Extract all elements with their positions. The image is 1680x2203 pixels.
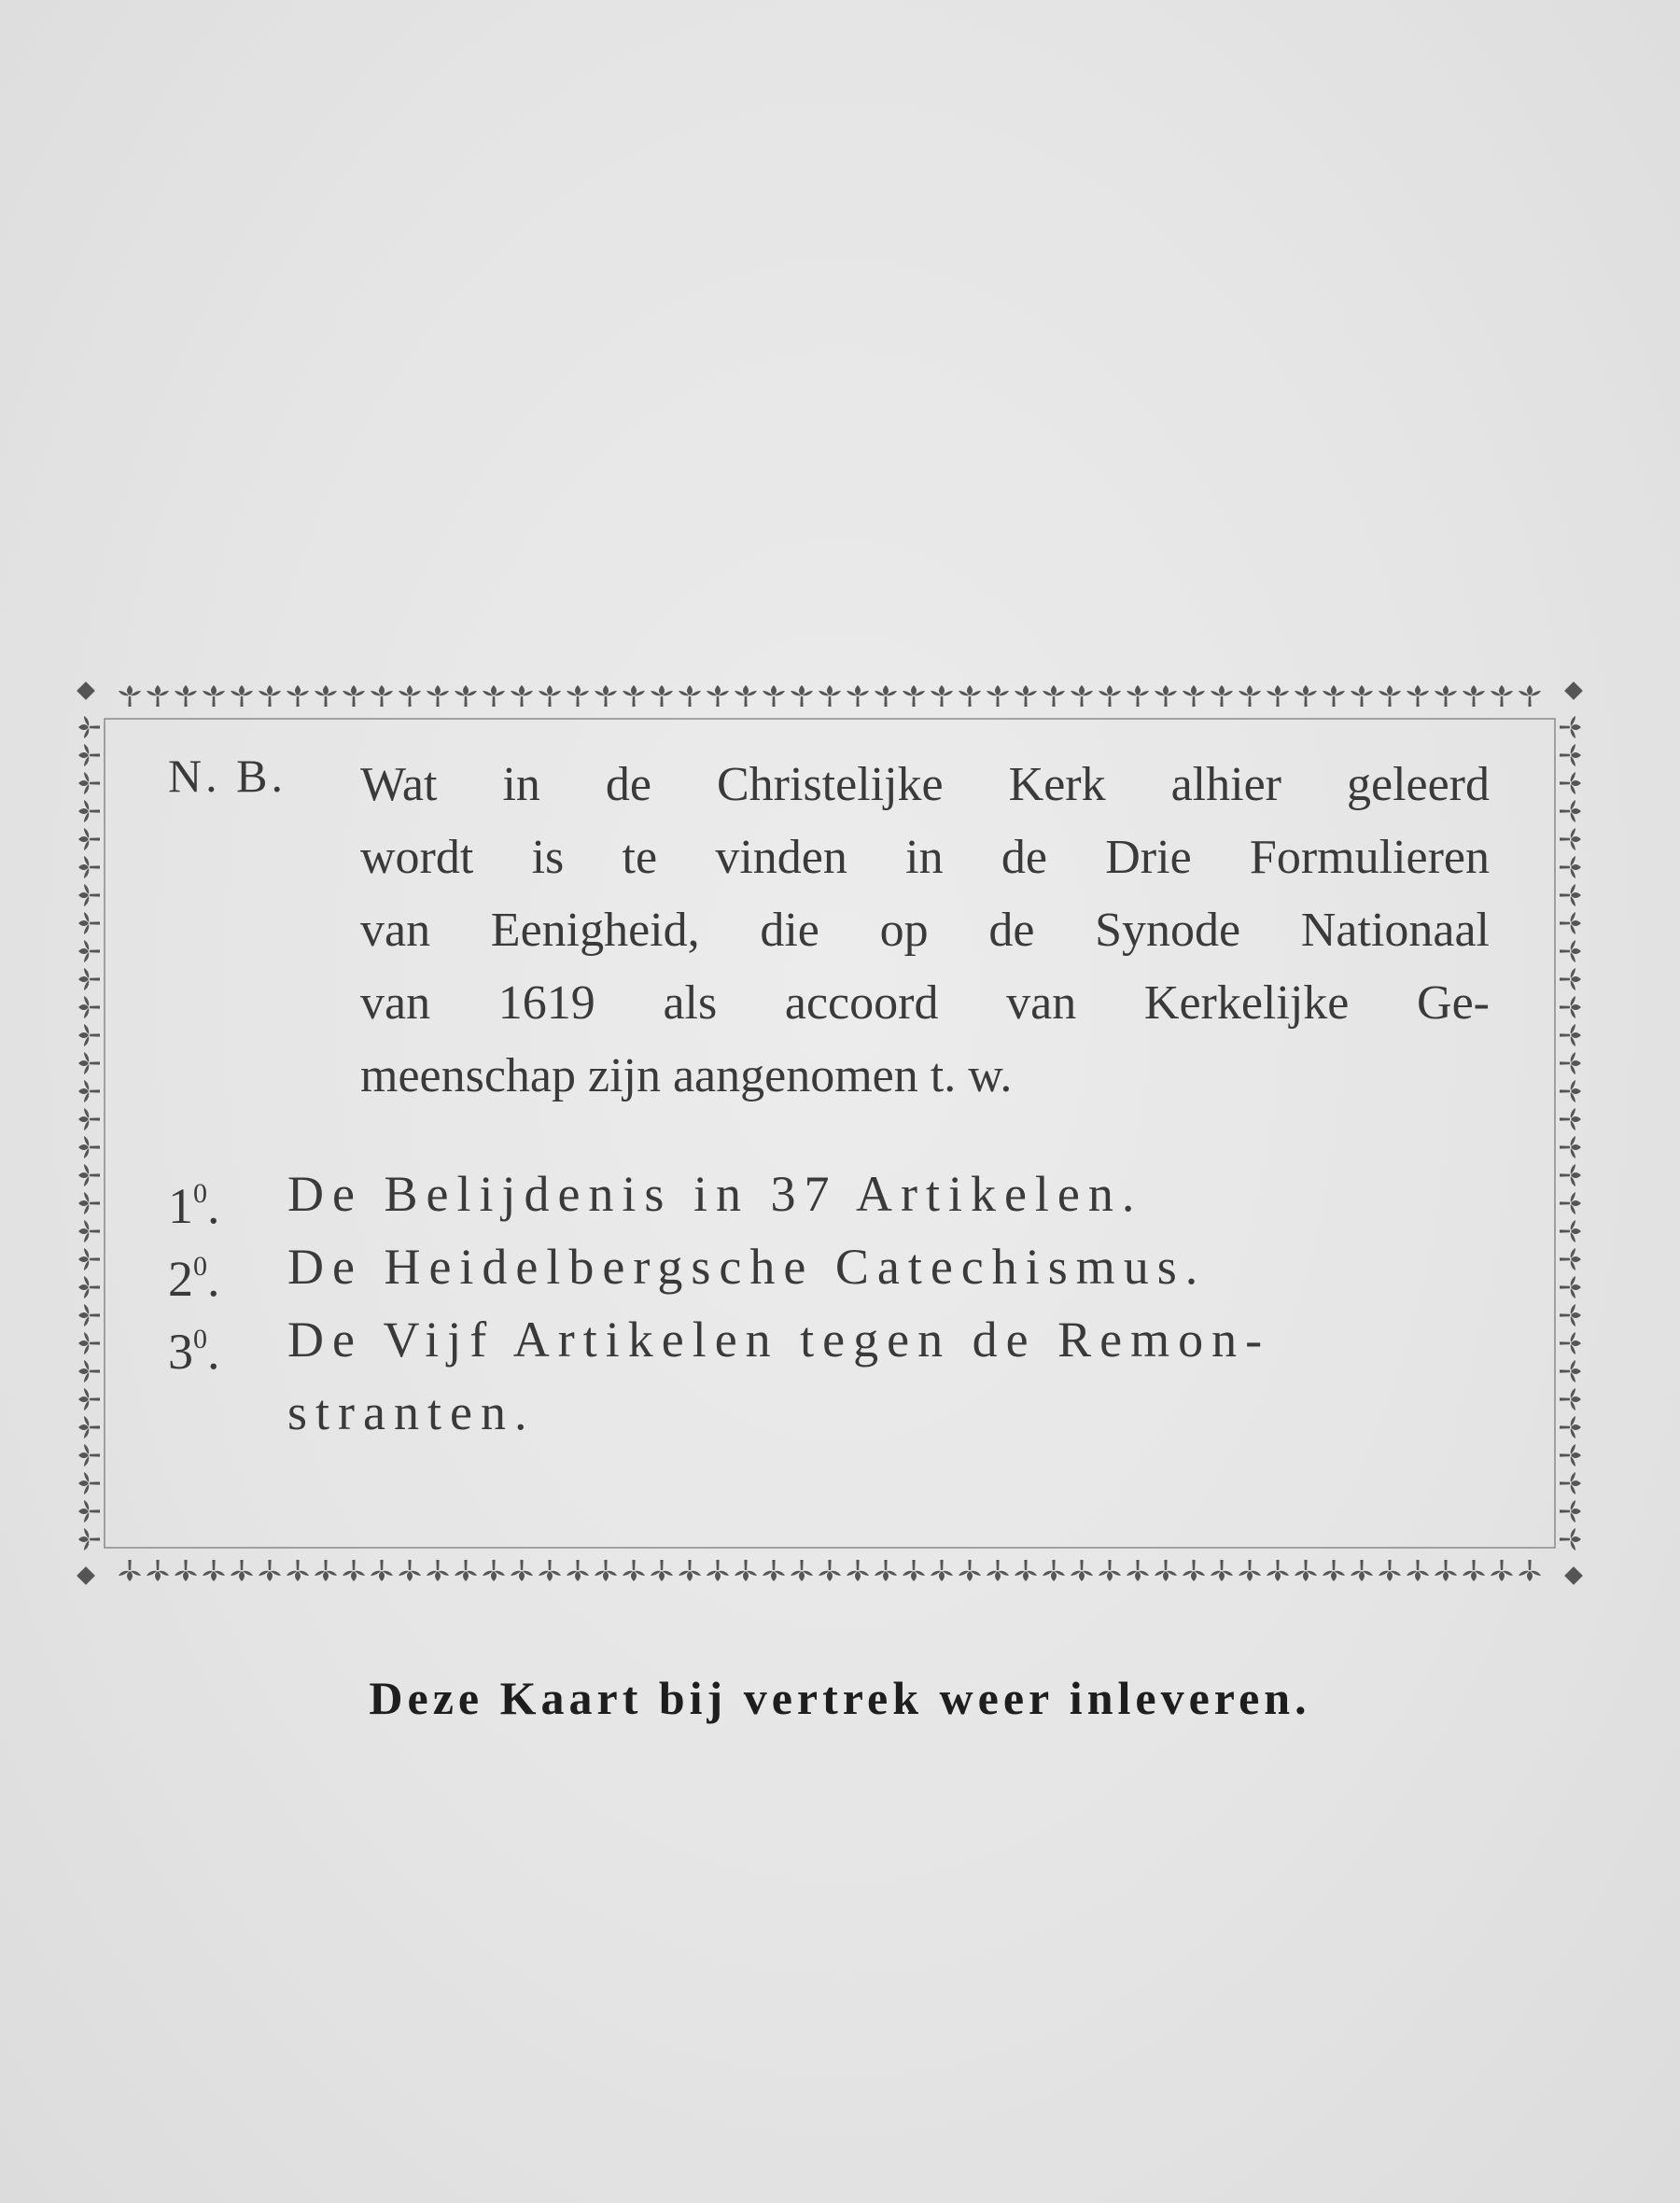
border-ornament	[1560, 1500, 1581, 1522]
border-ornament	[175, 685, 197, 707]
border-ornament	[1183, 1560, 1205, 1581]
item-number: $2^0$.	[168, 1251, 220, 1307]
border-ornament	[1560, 1528, 1581, 1551]
item-text-continuation: stranten.	[287, 1384, 536, 1440]
border-ornament	[1323, 685, 1345, 707]
border-ornament	[959, 1560, 981, 1581]
border-ornament	[78, 828, 100, 850]
border-ornament	[1560, 996, 1581, 1018]
border-ornament	[175, 1560, 197, 1581]
border-ornament	[455, 1560, 477, 1581]
border-ornament	[1211, 685, 1233, 707]
list-item	[168, 1303, 1493, 1440]
border-ornament	[1560, 968, 1581, 990]
border-ornament	[1323, 1560, 1345, 1581]
border-ornament	[735, 685, 757, 707]
list-item	[168, 1230, 1493, 1307]
border-ornament	[78, 1332, 100, 1354]
border-left-ornaments	[78, 716, 100, 1551]
border-ornament	[78, 716, 100, 738]
border-ornament	[343, 1560, 365, 1581]
border-ornament	[78, 1164, 100, 1186]
border-ornament	[1560, 1332, 1581, 1354]
border-ornament	[78, 884, 100, 906]
border-ornament	[78, 1388, 100, 1410]
border-ornament	[791, 685, 813, 707]
item-number: $1^0$.	[168, 1178, 220, 1234]
paragraph-line: meenschap zijn aangenomen t. w.	[360, 1049, 1013, 1102]
border-ornament	[1560, 1052, 1581, 1074]
border-ornament	[399, 1560, 421, 1581]
border-ornament	[1463, 685, 1485, 707]
border-corner-ornament	[1564, 1566, 1583, 1585]
border-ornament	[1560, 1304, 1581, 1326]
border-ornament	[875, 1560, 897, 1581]
border-ornament	[1043, 685, 1065, 707]
border-ornament	[1099, 1560, 1121, 1581]
border-ornament	[1560, 1136, 1581, 1158]
border-ornament	[1127, 685, 1149, 707]
border-ornament	[763, 685, 785, 707]
border-ornament	[119, 685, 141, 707]
border-ornament	[987, 1560, 1009, 1581]
border-ornament	[371, 1560, 393, 1581]
formularies-list	[168, 1158, 1493, 1440]
paragraph-line: van Eenigheid, die op de Synode Nationaal	[360, 904, 1490, 957]
border-ornament	[78, 1528, 100, 1551]
border-ornament	[78, 1080, 100, 1102]
border-ornament	[399, 685, 421, 707]
border-ornament	[1295, 1560, 1317, 1581]
paragraph-line: Wat in de Christelijke Kerk alhier geleerd	[360, 758, 1490, 811]
border-ornament	[763, 1560, 785, 1581]
border-ornament	[651, 1560, 673, 1581]
border-bottom-ornaments	[119, 1560, 1541, 1581]
list-item	[168, 1158, 1493, 1234]
border-ornament	[78, 800, 100, 822]
border-ornament	[931, 685, 953, 707]
border-ornament	[1267, 1560, 1289, 1581]
border-ornament	[595, 1560, 617, 1581]
border-ornament	[595, 685, 617, 707]
border-ornament	[1560, 716, 1581, 738]
border-ornament	[427, 685, 449, 707]
border-ornament	[78, 1108, 100, 1130]
border-ornament	[735, 1560, 757, 1581]
border-ornament	[1560, 744, 1581, 766]
border-ornament	[1351, 685, 1373, 707]
border-ornament	[455, 685, 477, 707]
nb-paragraph	[360, 749, 1490, 1113]
border-ornament	[1560, 1360, 1581, 1382]
border-ornament	[791, 1560, 813, 1581]
border-ornament	[651, 685, 673, 707]
border-ornament	[707, 685, 729, 707]
border-ornament	[483, 685, 505, 707]
border-ornament	[78, 1416, 100, 1438]
border-ornament	[511, 685, 533, 707]
border-ornament	[119, 1560, 141, 1581]
border-ornament	[287, 685, 309, 707]
border-ornament	[78, 1220, 100, 1242]
border-ornament	[567, 1560, 589, 1581]
border-ornament	[147, 1560, 169, 1581]
border-corner-ornament	[77, 681, 95, 700]
item-number: $3^0$.	[168, 1324, 220, 1380]
border-ornament	[1155, 685, 1177, 707]
border-ornament	[315, 685, 337, 707]
footer-instruction: Deze Kaart bij vertrek weer inleveren.	[369, 1672, 1311, 1724]
paragraph-line: van 1619 als accoord van Kerkelijke Ge-	[360, 976, 1490, 1030]
border-ornament	[315, 1560, 337, 1581]
border-ornament	[1560, 1220, 1581, 1242]
border-ornament	[1560, 1080, 1581, 1102]
item-text: De Vijf Artikelen tegen de Remon-	[287, 1312, 1271, 1368]
border-ornament	[78, 1444, 100, 1466]
border-ornament	[1295, 685, 1317, 707]
border-ornament	[1560, 1024, 1581, 1046]
border-ornament	[1267, 685, 1289, 707]
border-ornament	[819, 1560, 841, 1581]
border-ornament	[78, 1248, 100, 1270]
border-ornament	[1407, 1560, 1429, 1581]
border-ornament	[78, 772, 100, 794]
border-ornament	[1435, 1560, 1457, 1581]
border-ornament	[203, 1560, 225, 1581]
border-ornament	[78, 968, 100, 990]
border-ornament	[931, 1560, 953, 1581]
border-ornament	[78, 744, 100, 766]
border-ornament	[1407, 685, 1429, 707]
border-ornament	[623, 1560, 645, 1581]
border-ornament	[1560, 1192, 1581, 1214]
border-ornament	[1519, 685, 1541, 707]
border-ornament	[1127, 1560, 1149, 1581]
border-ornament	[1463, 1560, 1485, 1581]
border-ornament	[78, 1276, 100, 1298]
border-ornament	[1435, 685, 1457, 707]
border-ornament	[1560, 1416, 1581, 1438]
border-ornament	[1491, 1560, 1513, 1581]
border-ornament	[1155, 1560, 1177, 1581]
border-ornament	[287, 1560, 309, 1581]
border-ornament	[1379, 685, 1401, 707]
border-ornament	[1015, 685, 1037, 707]
border-ornament	[1560, 912, 1581, 934]
border-ornament	[1351, 1560, 1373, 1581]
border-ornament	[987, 685, 1009, 707]
border-ornament	[78, 912, 100, 934]
border-ornament	[1560, 1276, 1581, 1298]
border-ornament	[511, 1560, 533, 1581]
item-text: De Heidelbergsche Catechismus.	[287, 1239, 1207, 1295]
border-ornament	[1379, 1560, 1401, 1581]
paragraph-line: wordt is te vinden in de Drie Formulieren	[360, 831, 1490, 884]
border-ornament	[959, 685, 981, 707]
border-ornament	[707, 1560, 729, 1581]
border-ornament	[1015, 1560, 1037, 1581]
border-ornament	[1560, 884, 1581, 906]
border-ornament	[539, 1560, 561, 1581]
border-ornament	[1560, 800, 1581, 822]
border-ornament	[1099, 685, 1121, 707]
border-ornament	[78, 1052, 100, 1074]
border-ornament	[1560, 1388, 1581, 1410]
border-ornament	[1560, 940, 1581, 962]
border-ornament	[343, 685, 365, 707]
border-ornament	[78, 1024, 100, 1046]
border-ornament	[623, 685, 645, 707]
border-ornament	[1183, 685, 1205, 707]
item-text: De Belijdenis in 37 Artikelen.	[287, 1166, 1143, 1222]
border-ornament	[78, 1304, 100, 1326]
border-ornament	[371, 685, 393, 707]
nb-label: N. B.	[168, 750, 287, 802]
border-ornament	[679, 685, 701, 707]
border-ornament	[1491, 685, 1513, 707]
border-ornament	[1239, 685, 1261, 707]
border-ornament	[819, 685, 841, 707]
border-ornament	[1560, 1108, 1581, 1130]
border-ornament	[147, 685, 169, 707]
border-ornament	[1560, 1164, 1581, 1186]
border-right-ornaments	[1560, 716, 1581, 1551]
border-ornament	[259, 1560, 281, 1581]
border-ornament	[78, 940, 100, 962]
border-ornament	[903, 1560, 925, 1581]
border-ornament	[231, 685, 253, 707]
border-ornament	[203, 685, 225, 707]
border-ornament	[1560, 828, 1581, 850]
border-corner-ornament	[1564, 681, 1583, 700]
border-ornament	[1239, 1560, 1261, 1581]
border-ornament	[1560, 856, 1581, 878]
border-ornament	[259, 685, 281, 707]
border-ornament	[231, 1560, 253, 1581]
border-corner-ornament	[77, 1566, 95, 1585]
border-ornament	[483, 1560, 505, 1581]
border-ornament	[1560, 1444, 1581, 1466]
border-ornament	[847, 1560, 869, 1581]
border-ornament	[78, 996, 100, 1018]
border-ornament	[1560, 772, 1581, 794]
border-ornament	[567, 685, 589, 707]
border-ornament	[847, 685, 869, 707]
border-ornament	[1560, 1248, 1581, 1270]
border-ornament	[1043, 1560, 1065, 1581]
border-ornament	[875, 685, 897, 707]
border-ornament	[427, 1560, 449, 1581]
border-ornament	[1560, 1472, 1581, 1494]
border-ornament	[78, 1500, 100, 1522]
border-ornament	[679, 1560, 701, 1581]
border-ornament	[78, 1192, 100, 1214]
border-ornament	[1519, 1560, 1541, 1581]
border-ornament	[78, 1360, 100, 1382]
border-ornament	[539, 685, 561, 707]
border-ornament	[903, 685, 925, 707]
border-ornament	[78, 856, 100, 878]
border-ornament	[1071, 685, 1093, 707]
border-ornament	[1211, 1560, 1233, 1581]
border-ornament	[78, 1136, 100, 1158]
border-ornament	[78, 1472, 100, 1494]
border-ornament	[1071, 1560, 1093, 1581]
